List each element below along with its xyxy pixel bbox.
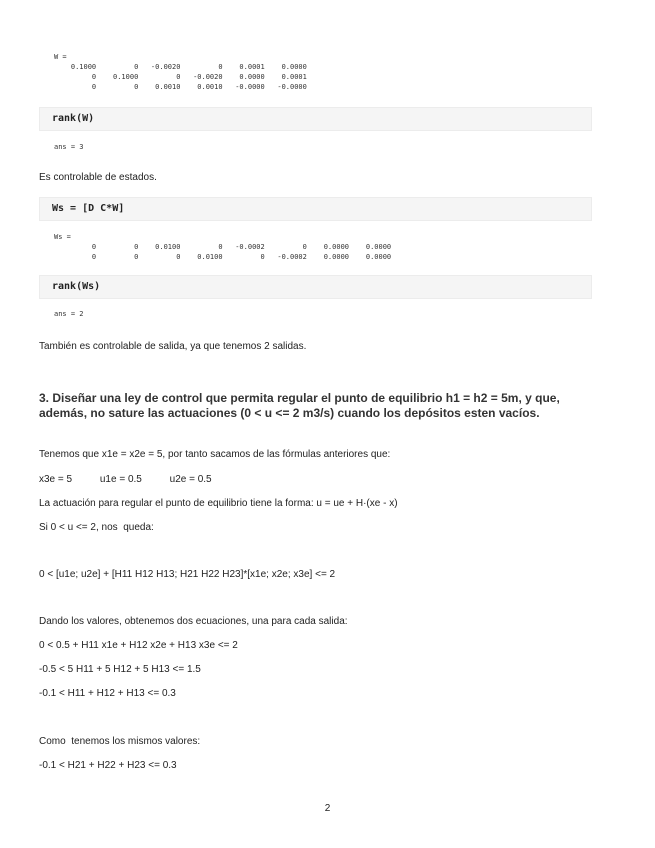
paragraph-controlable-estados: Es controlable de estados. bbox=[39, 172, 157, 183]
equation-1: 0 < 0.5 + H11 x1e + H12 x2e + H13 x3e <= 2 bbox=[39, 640, 238, 651]
rank-ws-output: ans = 2 bbox=[54, 310, 84, 318]
rank-w-output: ans = 3 bbox=[54, 143, 84, 151]
code-text: rank(Ws) bbox=[52, 281, 101, 292]
code-text: rank(W) bbox=[52, 113, 95, 124]
code-cell-ws-definition[interactable] bbox=[39, 197, 592, 221]
equation-3: -0.1 < H11 + H12 + H13 <= 0.3 bbox=[39, 688, 176, 699]
code-text: Ws = [D C*W] bbox=[52, 203, 125, 214]
section-heading: 3. Diseñar una ley de control que permita regular el punto de equilibrio h1 = h2 = 5m, y que, además, no sature las actuaciones (0 < u <= 2 m3/s) cuando los depósitos esten vacíos. bbox=[39, 391, 560, 420]
equation-4: -0.1 < H21 + H22 + H23 <= 0.3 bbox=[39, 760, 177, 771]
paragraph-dando-valores: Dando los valores, obtenemos dos ecuaciones, una para cada salida: bbox=[39, 616, 348, 627]
code-cell-rank-ws[interactable] bbox=[39, 275, 592, 299]
paragraph-condicion: Si 0 < u <= 2, nos queda: bbox=[39, 522, 154, 533]
equilibrium-values: x3e = 5 u1e = 0.5 u2e = 0.5 bbox=[39, 474, 212, 485]
equation-matrix-inequality: 0 < [u1e; u2e] + [H11 H12 H13; H21 H22 H23]*[x1e; x2e; x3e] <= 2 bbox=[39, 569, 336, 580]
w-matrix-output: W = 0.1000 0 -0.0020 0 0.0001 0.0000 0 0.1000 0 -0.0020 0.0000 0.0001 0 0 0.0010 0.0010 -0.0000 -0.0000 bbox=[54, 53, 307, 91]
equation-2: -0.5 < 5 H11 + 5 H12 + 5 H13 <= 1.5 bbox=[39, 664, 201, 675]
paragraph-controlable-salida: También es controlable de salida, ya que tenemos 2 salidas. bbox=[39, 341, 307, 352]
paragraph-como: Como tenemos los mismos valores: bbox=[39, 736, 201, 747]
paragraph-tenemos: Tenemos que x1e = x2e = 5, por tanto sacamos de las fórmulas anteriores que: bbox=[39, 449, 391, 460]
page-number: 2 bbox=[324, 803, 331, 814]
ws-matrix-output: Ws = 0 0 0.0100 0 -0.0002 0 0.0000 0.0000 0 0 0 0.0100 0 -0.0002 0.0000 0.0000 bbox=[54, 233, 392, 261]
code-cell-rank-w[interactable] bbox=[39, 107, 592, 131]
paragraph-actuacion: La actuación para regular el punto de equilibrio tiene la forma: u = ue + H·(xe - x) bbox=[39, 498, 398, 509]
